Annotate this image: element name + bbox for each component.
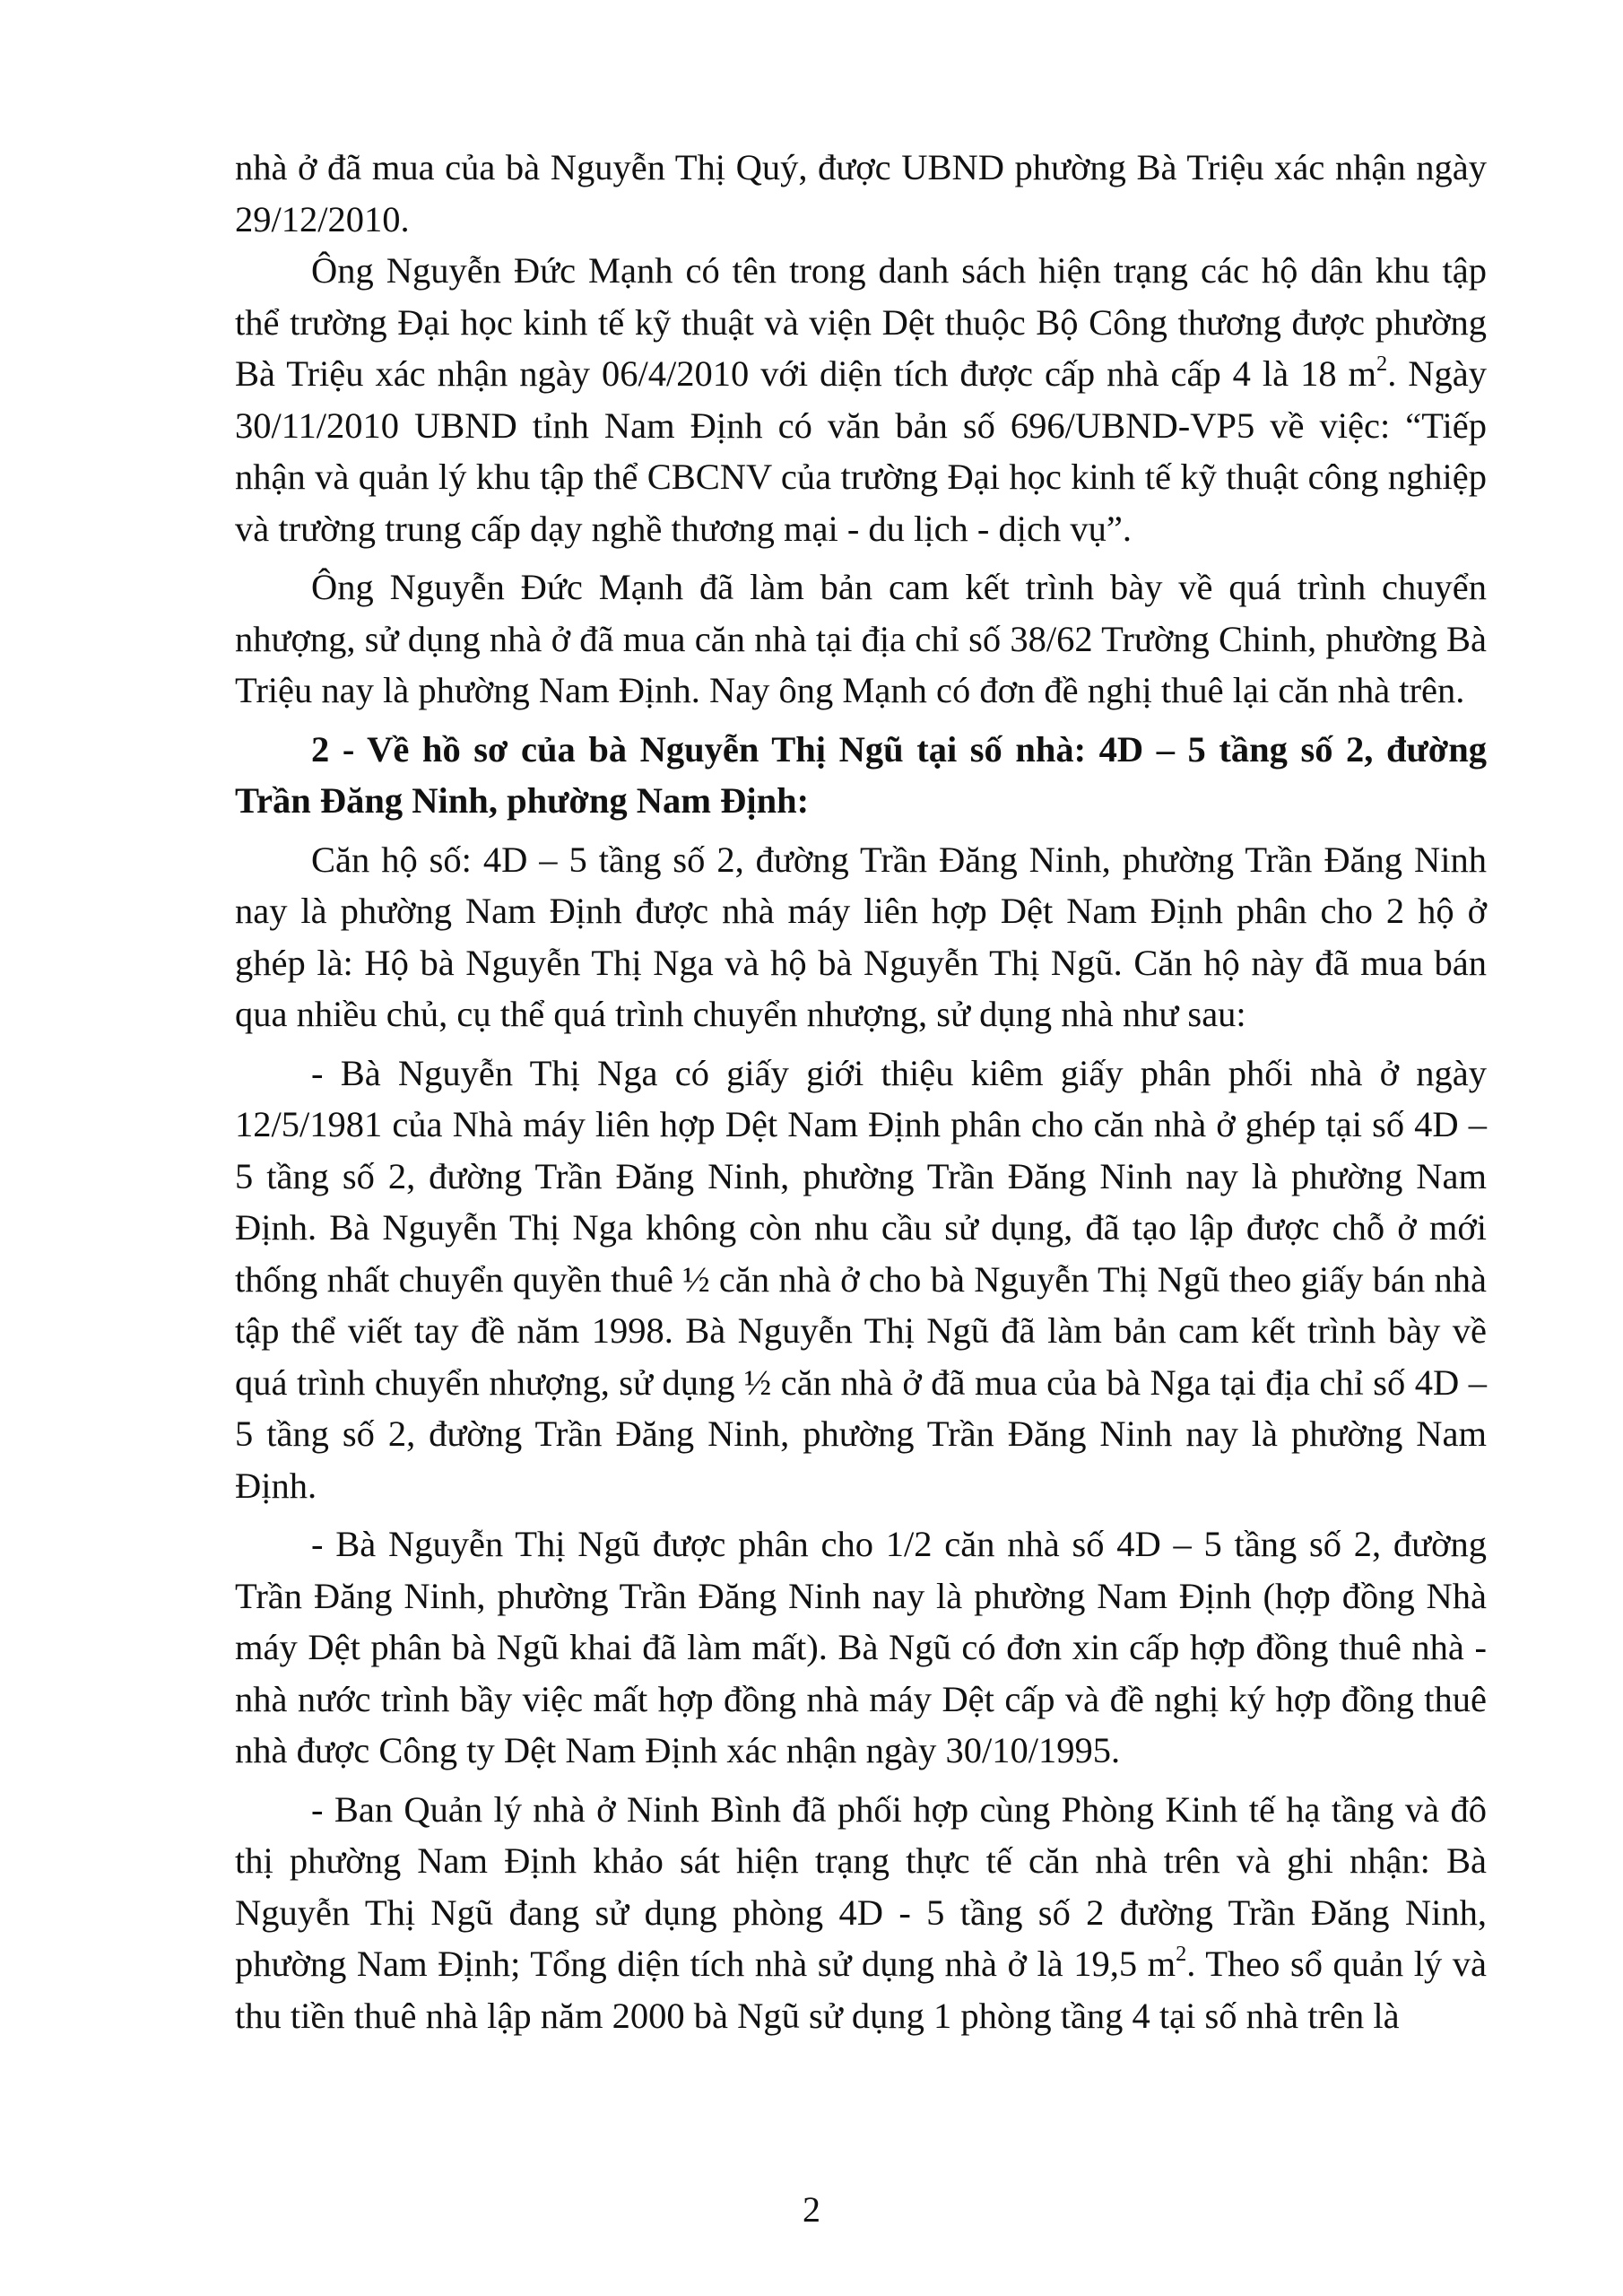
- document-body: [235, 142, 1487, 2041]
- superscript-2: 2: [1176, 1942, 1187, 1966]
- section-heading-2: 2 - Về hồ sơ của bà Nguyễn Thị Ngũ tại số nhà: 4D – 5 tầng số 2, đường Trần Đăng Ninh, phường Nam Định:: [235, 728, 1487, 821]
- paragraph-ong-manh-listing: [235, 245, 1487, 554]
- paragraph-ong-manh-commitment: Ông Nguyễn Đức Mạnh đã làm bản cam kết trình bày về quá trình chuyển nhượng, sử dụng nhà ở đã mua căn nhà tại địa chỉ số 38/62 Trường Chinh, phường Bà Triệu nay là phường Nam Định. Nay ông Mạnh có đơn đề nghị thuê lại căn nhà trên.: [235, 567, 1487, 710]
- paragraph-ba-nga: - Bà Nguyễn Thị Nga có giấy giới thiệu kiêm giấy phân phối nhà ở ngày 12/5/1981 của Nhà máy liên hợp Dệt Nam Định phân cho căn nhà ở ghép tại số 4D – 5 tầng số 2, đường Trần Đăng Ninh, phường Trần Đăng Ninh nay là phường Nam Định. Bà Nguyễn Thị Nga không còn nhu cầu sử dụng, đã tạo lập được chỗ ở mới thống nhất chuyển quyền thuê ½ căn nhà ở cho bà Nguyễn Thị Ngũ theo giấy bán nhà tập thể viết tay đề năm 1998. Bà Nguyễn Thị Ngũ đã làm bản cam kết trình bày về quá trình chuyển nhượng, sử dụng ½ căn nhà ở đã mua của bà Nga tại địa chỉ số 4D – 5 tầng số 2, đường Trần Đăng Ninh, phường Trần Đăng Ninh nay là phường Nam Định.: [235, 1052, 1487, 1506]
- paragraph-text: . Theo sổ quản lý và thu tiền thuê nhà lập năm 2000 bà Ngũ sử dụng 1 phòng tầng 4 tại số nhà trên là: [235, 1944, 1487, 2036]
- paragraph-survey: [235, 1784, 1487, 2042]
- page-number: 2: [803, 2189, 820, 2230]
- paragraph-ba-ngu-allocation: - Bà Nguyễn Thị Ngũ được phân cho 1/2 căn nhà số 4D – 5 tầng số 2, đường Trần Đăng Ninh, phường Trần Đăng Ninh nay là phường Nam Định (hợp đồng Nhà máy Dệt phân bà Ngũ khai đã làm mất). Bà Ngũ có đơn xin cấp hợp đồng thuê nhà - nhà nước trình bầy việc mất hợp đồng nhà máy Dệt cấp và đề nghị ký hợp đồng thuê nhà được Công ty Dệt Nam Định xác nhận ngày 30/10/1995.: [235, 1524, 1487, 1770]
- paragraph-continuation: nhà ở đã mua của bà Nguyễn Thị Quý, được UBND phường Bà Triệu xác nhận ngày 29/12/2010.: [235, 147, 1487, 239]
- paragraph-text: . Ngày 30/11/2010 UBND tỉnh Nam Định có văn bản số 696/UBND-VP5 về việc: “Tiếp nhận và quản lý khu tập thể CBCNV của trường Đại học kinh tế kỹ thuật công nghiệp và trường trung cấp dạy nghề thương mại - du lịch - dịch vụ”.: [235, 353, 1487, 549]
- paragraph-text: - Ban Quản lý nhà ở Ninh Bình đã phối hợp cùng Phòng Kinh tế hạ tầng và đô thị phường Nam Định khảo sát hiện trạng thực tế căn nhà trên và ghi nhận: Bà Nguyễn Thị Ngũ đang sử dụng phòng 4D - 5 tầng số 2 đường Trần Đăng Ninh, phường Nam Định; Tổng diện tích nhà sử dụng nhà ở là 19,5 m: [235, 1788, 1487, 1984]
- paragraph-text: Ông Nguyễn Đức Mạnh có tên trong danh sách hiện trạng các hộ dân khu tập thể trường Đại học kinh tế kỹ thuật và viện Dệt thuộc Bộ Công thương được phường Bà Triệu xác nhận ngày 06/4/2010 với diện tích được cấp nhà cấp 4 là 18 m: [235, 250, 1487, 394]
- superscript-2: 2: [1376, 352, 1388, 376]
- paragraph-can-ho-4d: Căn hộ số: 4D – 5 tầng số 2, đường Trần Đăng Ninh, phường Trần Đăng Ninh nay là phường Nam Định được nhà máy liên hợp Dệt Nam Định phân cho 2 hộ ở ghép là: Hộ bà Nguyễn Thị Nga và hộ bà Nguyễn Thị Ngũ. Căn hộ này đã mua bán qua nhiều chủ, cụ thể quá trình chuyển nhượng, sử dụng nhà như sau:: [235, 839, 1487, 1034]
